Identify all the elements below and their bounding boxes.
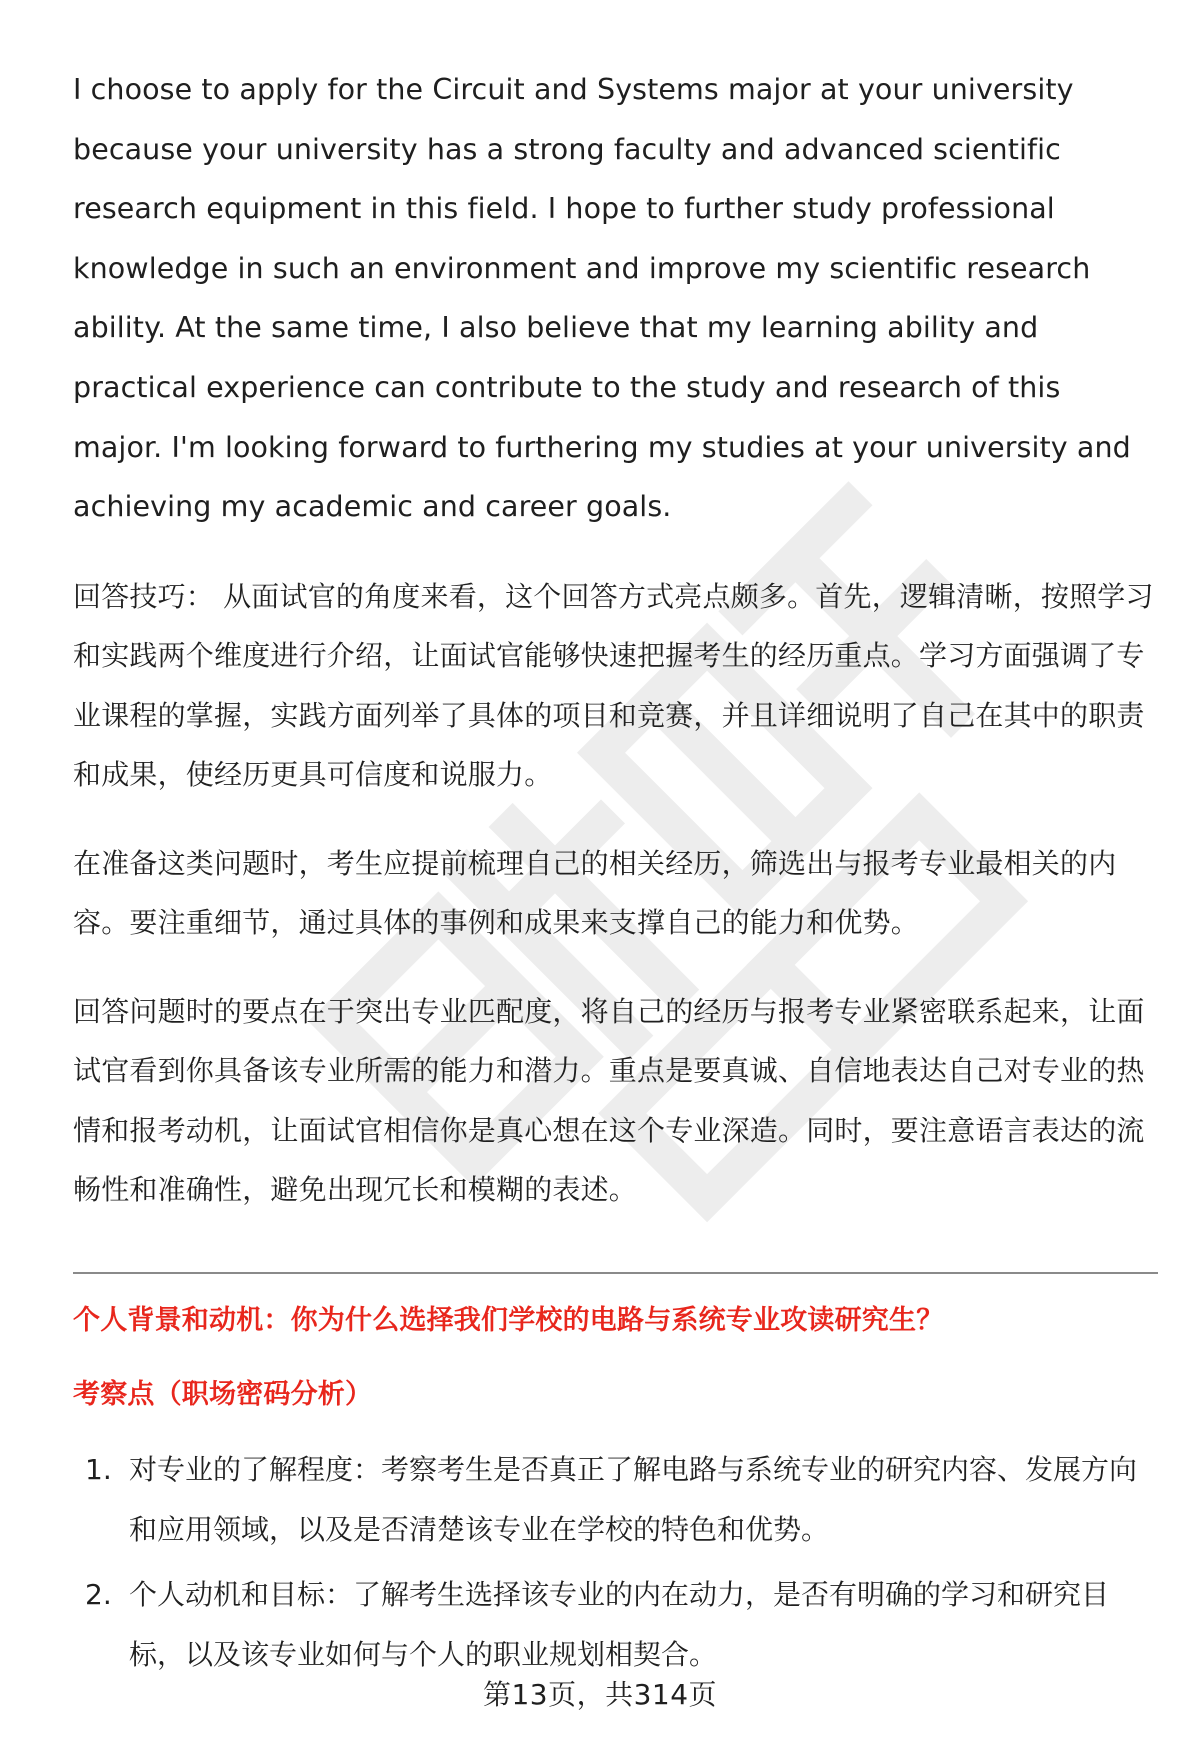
list-item-text: 对专业的了解程度：考察考生是否真正了解电路与系统专业的研究内容、发展方向和应用领域，以及是否清楚该专业在学校的特色和优势。 [129, 1453, 1138, 1546]
section-divider [73, 1272, 1158, 1274]
assessment-points-list [73, 1440, 1158, 1690]
assessment-points-heading: 考察点（职场密码分析） [73, 1379, 373, 1410]
page-number-footer: 第13页，共314页 [482, 1678, 718, 1711]
document-body [73, 60, 1158, 1220]
question-heading: 个人背景和动机：你为什么选择我们学校的电路与系统专业攻读研究生？ [73, 1305, 944, 1336]
list-item-number: 1. [85, 1453, 112, 1486]
list-item-text: 个人动机和目标：了解考生选择该专业的内在动力，是否有明确的学习和研究目标，以及该专业如何与个人的职业规划相契合。 [129, 1578, 1110, 1671]
list-item [73, 1565, 1158, 1685]
list-item [73, 1440, 1158, 1560]
english-answer-paragraph: I choose to apply for the Circuit and Systems major at your university because your university has a strong faculty and advanced scientific research equipment in this field. I hope to further study professional knowledge in such an environment and improve my scientific research ability. At the same time, I also believe that my learning ability and practical experience can contribute to the study and research of this major. I'm looking forward to furthering my studies at your university and achieving my academic and career goals. [73, 73, 1131, 524]
answer-tips-paragraph: 回答技巧： 从面试官的角度来看，这个回答方式亮点颇多。首先，逻辑清晰，按照学习和实践两个维度进行介绍，让面试官能够快速把握考生的经历重点。学习方面强调了专业课程的掌握，实践方面列举了具体的项目和竞赛，并且详细说明了自己在其中的职责和成果，使经历更具可信度和说服力。 [73, 579, 1154, 792]
key-points-paragraph: 回答问题时的要点在于突出专业匹配度，将自己的经历与报考专业紧密联系起来，让面试官看到你具备该专业所需的能力和潜力。重点是要真诚、自信地表达自己对专业的热情和报考动机，让面试官相信你是真心想在这个专业深造。同时，要注意语言表达的流畅性和准确性，避免出现冗长和模糊的表述。 [73, 994, 1145, 1207]
preparation-advice-paragraph: 在准备这类问题时，考生应提前梳理自己的相关经历，筛选出与报考专业最相关的内容。要注重细节，通过具体的事例和成果来支撑自己的能力和优势。 [73, 846, 1117, 940]
list-item-number: 2. [85, 1578, 112, 1611]
